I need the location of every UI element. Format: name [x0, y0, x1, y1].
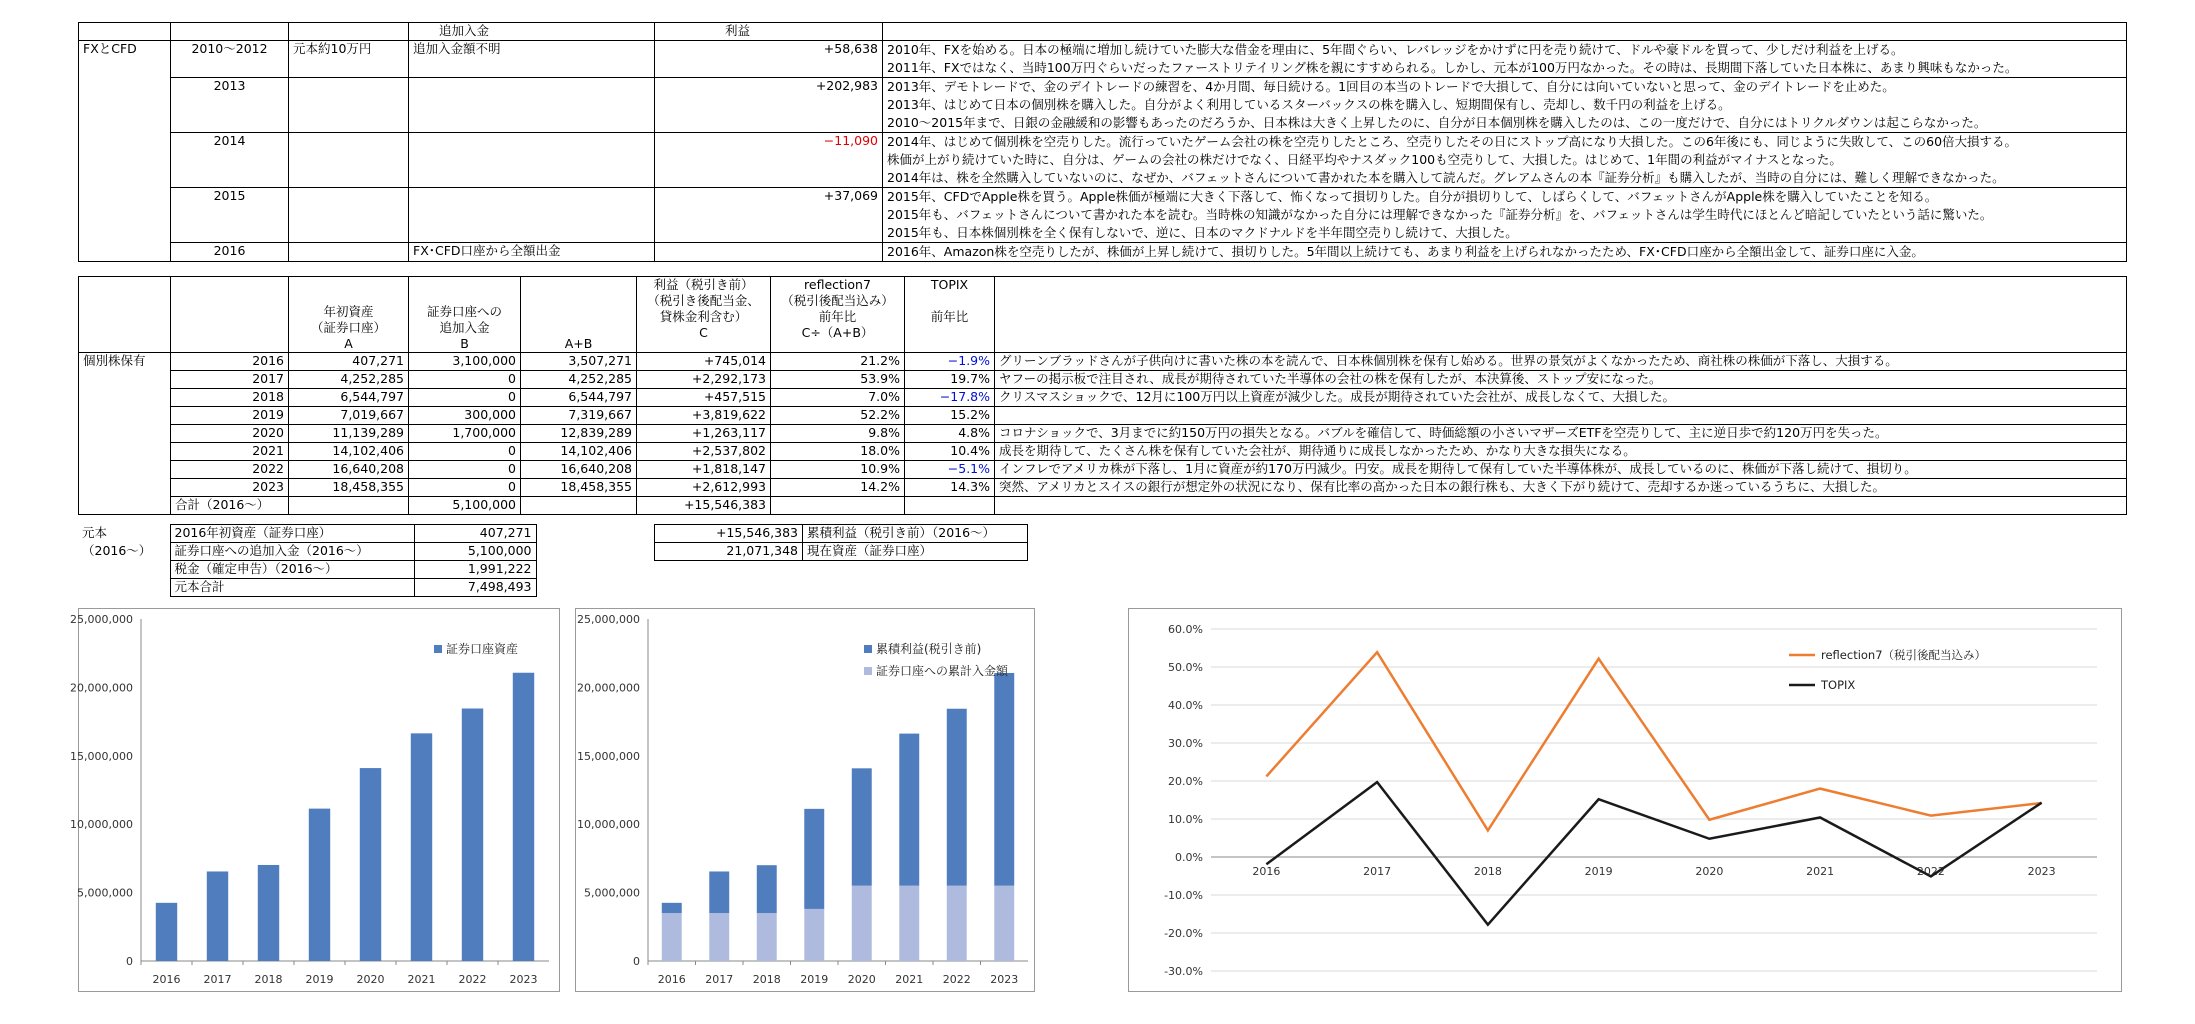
result-value: 21,071,348 — [655, 543, 803, 561]
principal-row — [78, 525, 536, 543]
stock-row — [79, 425, 2127, 443]
stock-note: 成長を期待して、たくさん株を保有していた会社が、期待通りに成長しなかったため、かなり大きな損失になる。 — [995, 443, 2127, 461]
stock-topix: 10.4% — [905, 443, 995, 461]
stock-assets: 7,019,667 — [289, 407, 409, 425]
bar — [462, 708, 483, 961]
legend-label: reflection7（税引後配当込み） — [1821, 648, 1987, 662]
principal-row — [78, 543, 536, 561]
bar — [994, 673, 1014, 886]
stock-topix: −5.1% — [905, 461, 995, 479]
stock-profit: +2,612,993 — [637, 479, 771, 497]
stock-topix: 19.7% — [905, 371, 995, 389]
principal-row — [78, 579, 536, 597]
stock-reflection7: 18.0% — [771, 443, 905, 461]
result-row — [655, 525, 1028, 543]
x-tick-label: 2022 — [458, 973, 487, 986]
result-item: 現在資産（証券口座） — [803, 543, 1028, 561]
fx-profit — [655, 243, 883, 262]
fx-notes — [883, 243, 2127, 262]
stock-note: クリスマスショックで、12月に100万円以上資産が減少した。成長が期待されていた会社が、成長しなくて、大損した。 — [995, 389, 2127, 407]
bar — [662, 913, 682, 961]
legend-label: 累積利益(税引き前) — [876, 642, 982, 656]
stock-year: 2020 — [171, 425, 289, 443]
principal-value: 1,991,222 — [414, 561, 536, 579]
stock-a-plus-b: 14,102,406 — [521, 443, 637, 461]
total-label: 合計（2016～） — [171, 497, 289, 515]
stock-profit: +457,515 — [637, 389, 771, 407]
stock-assets: 11,139,289 — [289, 425, 409, 443]
header-assets: 年初資産 （証券口座） A — [289, 277, 409, 353]
principal-table — [78, 524, 537, 597]
stock-note: グリーンブラッドさんが子供向けに書いた株の本を読んで、日本株個別株を保有し始める。世界の景気がよくなかったため、商社株の株価が下落し、大損する。 — [995, 353, 2127, 371]
stacked-bar-chart-svg — [576, 609, 1034, 991]
bar — [757, 913, 777, 961]
x-tick-label: 2017 — [203, 973, 232, 986]
fx-note-line: 株価が上がり続けていた時に、自分は、ゲームの会社の株だけでなく、日経平均やナスダック100も空売りして、大損した。はじめて、1年間の利益がマイナスとなった。 — [887, 152, 1842, 167]
stock-assets: 407,271 — [289, 353, 409, 371]
header-profit: 利益 — [655, 23, 883, 41]
bar — [709, 913, 729, 961]
stacked-bar-chart — [575, 608, 1035, 992]
stock-note: 突然、アメリカとスイスの銀行が想定外の状況になり、保有比率の高かった日本の銀行株も、大きく下がり続けて、売却するか迷っているうちに、大損した。 — [995, 479, 2127, 497]
x-tick-label: 2023 — [2027, 865, 2056, 878]
fx-category: FXとCFD — [79, 41, 171, 78]
bar — [947, 709, 967, 886]
y-tick-label: 10,000,000 — [577, 818, 640, 832]
result-value: +15,546,383 — [655, 525, 803, 543]
result-row — [655, 543, 1028, 561]
bar — [662, 903, 682, 913]
y-tick-label: 25,000,000 — [577, 613, 640, 626]
stock-a-plus-b: 6,544,797 — [521, 389, 637, 407]
x-tick-label: 2021 — [407, 973, 436, 986]
y-tick-label: -30.0% — [1164, 965, 1203, 978]
bar — [804, 909, 824, 961]
principal-label: （2016～） — [82, 542, 152, 558]
fx-row — [79, 41, 2127, 78]
stock-reflection7: 9.8% — [771, 425, 905, 443]
stock-note: ヤフーの掲示板で注目され、成長が期待されていた半導体の会社の株を保有したが、本決算後、ストップ安になった。 — [995, 371, 2127, 389]
y-tick-label: 50.0% — [1168, 661, 1203, 674]
fx-deposit: 追加入金額不明 — [409, 41, 655, 78]
stock-row — [79, 353, 2127, 371]
fx-note-line: 2014年、はじめて個別株を空売りした。流行っていたゲーム会社の株を空売りしたところ、空売りしたその日にストップ高になり大損した。この6年後にも、同じように失敗して、この60倍大損する。 — [887, 134, 2018, 149]
fx-principal — [289, 243, 409, 262]
stock-a-plus-b: 7,319,667 — [521, 407, 637, 425]
fx-note-line: 2013年、デモトレードで、金のデイトレードの練習を、4か月間、毎日続ける。1回目の本当のトレードで大損して、自分には向いていないと思って、金のデイトレードを止めた。 — [887, 79, 1895, 94]
x-tick-label: 2018 — [1473, 865, 1502, 878]
y-tick-label: 15,000,000 — [577, 749, 640, 763]
stock-profit: +1,818,147 — [637, 461, 771, 479]
fx-note-line: 2015年も、日本株個別株を全く保有しないで、逆に、日本のマクドナルドを半年間空売りし続けて、大損した。 — [887, 225, 1518, 240]
header-profit: 利益（税引き前） （税引き後配当金、 貸株金利含む） C — [637, 277, 771, 353]
stock-a-plus-b: 3,507,271 — [521, 353, 637, 371]
stock-a-plus-b: 16,640,208 — [521, 461, 637, 479]
legend-label: 証券口座への累計入金額 — [876, 664, 1009, 678]
bar — [709, 871, 729, 913]
stock-topix: −1.9% — [905, 353, 995, 371]
stock-profit: +1,263,117 — [637, 425, 771, 443]
y-tick-label: 20,000,000 — [70, 681, 133, 695]
y-tick-label: 15,000,000 — [70, 749, 133, 763]
bar — [360, 768, 381, 961]
bar — [994, 886, 1014, 961]
series-line — [1266, 782, 2041, 925]
fx-note-line: 2013年、はじめて日本の個別株を購入した。自分がよく利用しているスターバックスの株を購入し、短期間保有し、売却し、数千円の利益を上げる。 — [887, 97, 1731, 112]
x-tick-label: 2020 — [356, 973, 385, 986]
stock-deposit: 0 — [409, 479, 521, 497]
stock-row — [79, 407, 2127, 425]
fx-period: 2013 — [171, 78, 289, 133]
fx-notes — [883, 41, 2127, 78]
stock-topix: 4.8% — [905, 425, 995, 443]
stock-deposit: 0 — [409, 461, 521, 479]
fx-note-line: 2014年は、株を全然購入していないのに、なぜか、バフェットさんについて書かれた本を購入して読んだ。グレアムさんの本『証券分析』も購入したが、当時の自分には、難しく理解できなかった。 — [887, 170, 2005, 185]
y-tick-label: 0 — [126, 955, 133, 968]
bar — [258, 865, 279, 961]
y-tick-label: -10.0% — [1164, 889, 1203, 902]
stock-year: 2021 — [171, 443, 289, 461]
return-line-chart — [1128, 608, 2122, 992]
x-tick-label: 2017 — [1363, 865, 1392, 878]
fx-note-line: 2010年、FXを始める。日本の極端に増加し続けていた膨大な借金を理由に、5年間ぐらい、レバレッジをかけずに円を売り続けて、ドルや豪ドルを買って、少しだけ利益を上げる。 — [887, 42, 1904, 57]
stock-deposit: 0 — [409, 443, 521, 461]
stock-reflection7: 10.9% — [771, 461, 905, 479]
stock-assets: 16,640,208 — [289, 461, 409, 479]
bar — [852, 886, 872, 961]
principal-value: 407,271 — [414, 525, 536, 543]
asset-bar-chart-svg — [70, 609, 559, 991]
fx-note-line: 2015年も、バフェットさんについて書かれた本を読む。当時株の知識がなかった自分には理解できなかった『証券分析』を、バフェットさんは学生時代にほとんど暗記していたという話に驚いた。 — [887, 207, 1993, 222]
x-tick-label: 2022 — [1916, 865, 1945, 878]
x-tick-label: 2019 — [800, 973, 829, 986]
principal-row — [78, 561, 536, 579]
stock-a-plus-b: 12,839,289 — [521, 425, 637, 443]
y-tick-label: 30.0% — [1168, 737, 1203, 750]
stock-category: 個別株保有 — [79, 353, 171, 371]
fx-profit: +58,638 — [655, 41, 883, 78]
x-tick-label: 2016 — [657, 973, 686, 986]
y-tick-label: 5,000,000 — [77, 886, 133, 900]
stock-year: 2017 — [171, 371, 289, 389]
x-tick-label: 2021 — [895, 973, 924, 986]
stock-holding-table — [78, 276, 2127, 515]
y-tick-label: 0 — [633, 955, 640, 968]
bar — [804, 809, 824, 909]
stock-row — [79, 371, 2127, 389]
legend-label: 証券口座資産 — [446, 642, 519, 656]
stock-reflection7: 52.2% — [771, 407, 905, 425]
stock-reflection7: 21.2% — [771, 353, 905, 371]
stock-deposit: 1,700,000 — [409, 425, 521, 443]
x-tick-label: 2016 — [152, 973, 181, 986]
fx-deposit — [409, 133, 655, 188]
x-tick-label: 2020 — [1695, 865, 1724, 878]
stock-year: 2019 — [171, 407, 289, 425]
stock-assets: 14,102,406 — [289, 443, 409, 461]
x-tick-label: 2019 — [305, 973, 334, 986]
fx-row — [79, 133, 2127, 188]
fx-row — [79, 78, 2127, 133]
header-a-plus-b: A+B — [521, 277, 637, 353]
y-tick-label: 10.0% — [1168, 813, 1203, 826]
legend-swatch — [864, 667, 872, 675]
fx-profit: −11,090 — [655, 133, 883, 188]
stock-a-plus-b: 18,458,355 — [521, 479, 637, 497]
x-tick-label: 2017 — [705, 973, 734, 986]
stock-deposit: 3,100,000 — [409, 353, 521, 371]
legend-swatch — [864, 645, 872, 653]
x-tick-label: 2019 — [1584, 865, 1613, 878]
x-tick-label: 2016 — [1252, 865, 1281, 878]
bar — [411, 733, 432, 961]
x-tick-label: 2018 — [752, 973, 781, 986]
fx-notes — [883, 188, 2127, 243]
fx-notes — [883, 133, 2127, 188]
bar — [947, 886, 967, 961]
fx-notes — [883, 78, 2127, 133]
stock-row — [79, 443, 2127, 461]
stock-deposit: 0 — [409, 371, 521, 389]
bar — [757, 865, 777, 913]
fx-row — [79, 243, 2127, 262]
bar — [852, 768, 872, 885]
fx-note-line: 2016年、Amazon株を空売りしたが、株価が上昇し続けて、損切りした。5年間以上続けても、あまり利益を上げられなかったため、FX･CFD口座から全額出金して、証券口座に入金。 — [887, 244, 1924, 259]
principal-value: 7,498,493 — [414, 579, 536, 597]
stock-assets: 18,458,355 — [289, 479, 409, 497]
y-tick-label: 20.0% — [1168, 775, 1203, 788]
bar — [207, 871, 228, 961]
stock-year: 2022 — [171, 461, 289, 479]
stock-topix: −17.8% — [905, 389, 995, 407]
fx-period: 2010～2012 — [171, 41, 289, 78]
x-tick-label: 2020 — [847, 973, 876, 986]
header-topix: TOPIX 前年比 — [905, 277, 995, 353]
stock-year: 2016 — [171, 353, 289, 371]
header-deposit: 追加入金 — [409, 23, 655, 41]
principal-item: 税金（確定申告）（2016～） — [170, 561, 414, 579]
x-tick-label: 2018 — [254, 973, 283, 986]
principal-value: 5,100,000 — [414, 543, 536, 561]
y-tick-label: 20,000,000 — [577, 681, 640, 695]
total-deposit: 5,100,000 — [409, 497, 521, 515]
legend-label: TOPIX — [1821, 678, 1856, 692]
bar — [899, 734, 919, 886]
stock-topix: 15.2% — [905, 407, 995, 425]
stock-reflection7: 53.9% — [771, 371, 905, 389]
x-tick-label: 2023 — [990, 973, 1019, 986]
principal-item: 証券口座への追加入金（2016～） — [170, 543, 414, 561]
stock-note: コロナショックで、3月までに約150万円の損失となる。バブルを確信して、時価総額の小さいマザーズETFを空売りして、主に逆日歩で約120万円を失った。 — [995, 425, 2127, 443]
bar — [513, 673, 534, 961]
bar — [309, 809, 330, 961]
fx-deposit — [409, 78, 655, 133]
stock-note — [995, 407, 2127, 425]
principal-item: 2016年初資産（証券口座） — [170, 525, 414, 543]
stock-profit: +745,014 — [637, 353, 771, 371]
fx-cfd-table — [78, 22, 2127, 262]
y-tick-label: 10,000,000 — [70, 818, 133, 832]
return-line-chart-svg — [1129, 609, 2121, 991]
y-tick-label: 0.0% — [1175, 851, 1203, 864]
y-tick-label: -20.0% — [1164, 927, 1203, 940]
stock-row — [79, 479, 2127, 497]
asset-bar-chart — [70, 608, 560, 992]
fx-period: 2016 — [171, 243, 289, 262]
principal-label: 元本 — [82, 524, 108, 540]
stock-assets: 4,252,285 — [289, 371, 409, 389]
fx-note-line: 2015年、CFDでApple株を買う。Apple株価が極端に大きく下落して、怖くなって損切りした。自分が損切りして、しばらくして、バフェットさんがApple株を購入していたことを知る。 — [887, 189, 1938, 204]
stock-profit: +3,819,622 — [637, 407, 771, 425]
total-profit: +15,546,383 — [637, 497, 771, 515]
stock-year: 2023 — [171, 479, 289, 497]
y-tick-label: 40.0% — [1168, 699, 1203, 712]
stock-deposit: 0 — [409, 389, 521, 407]
legend-swatch — [434, 645, 442, 653]
fx-principal: 元本約10万円 — [289, 41, 409, 78]
fx-period: 2015 — [171, 188, 289, 243]
stock-reflection7: 14.2% — [771, 479, 905, 497]
result-table — [654, 524, 1028, 561]
stock-assets: 6,544,797 — [289, 389, 409, 407]
fx-profit: +202,983 — [655, 78, 883, 133]
fx-note-line: 2010～2015年まで、日銀の金融緩和の影響もあったのだろうか、日本株は大きく上昇したのに、自分が日本個別株を購入したのは、この一度だけで、自分にはトリクルダウンは起こらなかった。 — [887, 115, 1987, 130]
fx-profit: +37,069 — [655, 188, 883, 243]
x-tick-label: 2023 — [509, 973, 538, 986]
bar — [156, 903, 177, 961]
header-reflection7: reflection7 （税引後配当込み） 前年比 C÷（A+B） — [771, 277, 905, 353]
principal-item: 元本合計 — [170, 579, 414, 597]
result-item: 累積利益（税引き前）（2016～） — [803, 525, 1028, 543]
y-tick-label: 25,000,000 — [70, 613, 133, 626]
y-tick-label: 60.0% — [1168, 623, 1203, 636]
fx-period: 2014 — [171, 133, 289, 188]
fx-deposit: FX･CFD口座から全額出金 — [409, 243, 655, 262]
fx-principal — [289, 78, 409, 133]
x-tick-label: 2021 — [1806, 865, 1835, 878]
fx-principal — [289, 188, 409, 243]
fx-deposit — [409, 188, 655, 243]
stock-reflection7: 7.0% — [771, 389, 905, 407]
stock-a-plus-b: 4,252,285 — [521, 371, 637, 389]
fx-row — [79, 188, 2127, 243]
stock-deposit: 300,000 — [409, 407, 521, 425]
stock-year: 2018 — [171, 389, 289, 407]
series-line — [1266, 652, 2041, 830]
fx-note-line: 2011年、FXではなく、当時100万円ぐらいだったファーストリテイリング株を親にすすめられる。しかし、元本が100万円なかった。その時は、長期間下落していた日本株に、あまり興味もなかった。 — [887, 60, 2018, 75]
fx-principal — [289, 133, 409, 188]
stock-row — [79, 389, 2127, 407]
stock-profit: +2,537,802 — [637, 443, 771, 461]
stock-profit: +2,292,173 — [637, 371, 771, 389]
bar — [899, 886, 919, 961]
stock-topix: 14.3% — [905, 479, 995, 497]
header-deposit: 証券口座への 追加入金 B — [409, 277, 521, 353]
x-tick-label: 2022 — [942, 973, 971, 986]
stock-row — [79, 461, 2127, 479]
stock-note: インフレでアメリカ株が下落し、1月に資産が約170万円減少。円安。成長を期待して保有していた半導体株が、成長しているのに、株価が下落し続けて、損切り。 — [995, 461, 2127, 479]
y-tick-label: 5,000,000 — [584, 886, 640, 900]
